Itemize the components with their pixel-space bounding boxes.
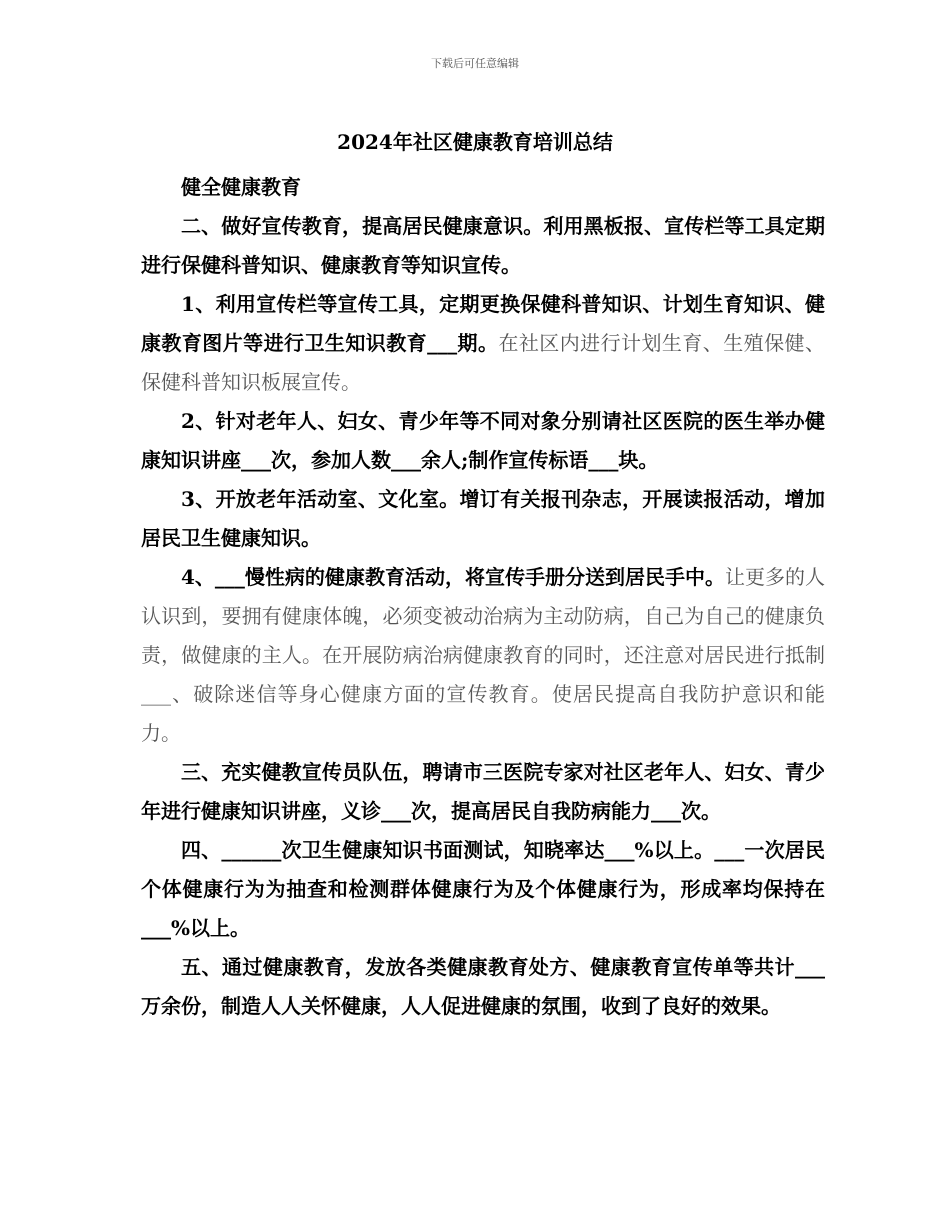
header-note: 下载后可任意编辑	[431, 57, 519, 70]
paragraph-6-bold: 4、___慢性病的健康教育活动，将宣传手册分送到居民手中。	[181, 565, 725, 589]
paragraph-7-bold: 三、充实健教宣传员队伍，聘请市三医院专家对社区老年人、妇女、青少年进行健康知识讲座，义诊___次，提高居民自我防病能力___次。	[141, 760, 825, 823]
document-body	[141, 168, 825, 1026]
paragraph-6-light: 让更多的人认识到，要拥有健康体魄，必须变被动治病为主动防病，自己为自己的健康负责，做健康的主人。在开展防病治病健康教育的同时，还注意对居民进行抵制___、破除迷信等身心健康方面的宣传教育。使居民提高自我防护意识和能力。	[141, 565, 825, 745]
paragraph-3	[141, 285, 825, 402]
paragraph-2	[141, 207, 825, 285]
paragraph-8-bold: 四、______次卫生健康知识书面测试，知晓率达___%以上。___一次居民个体健康行为为抽查和检测群体健康行为及个体健康行为，形成率均保持在___%以上。	[141, 838, 825, 940]
paragraph-1	[141, 168, 825, 207]
paragraph-9	[141, 948, 825, 1026]
paragraph-1-bold: 健全健康教育	[181, 175, 301, 199]
paragraph-7	[141, 753, 825, 831]
paragraph-6	[141, 558, 825, 753]
paragraph-3-bold: 1、利用宣传栏等宣传工具，定期更换保健科普知识、计划生育知识、健康教育图片等进行卫生知识教育___期。	[141, 292, 825, 355]
paragraph-5	[141, 480, 825, 558]
paragraph-3-light: 在社区内进行计划生育、生殖保健、保健科普知识板展宣传。	[141, 331, 825, 394]
paragraph-5-bold: 3、开放老年活动室、文化室。增订有关报刊杂志，开展读报活动，增加居民卫生健康知识。	[141, 487, 825, 550]
document-title: 2024年社区健康教育培训总结	[337, 130, 613, 154]
paragraph-2-bold: 二、做好宣传教育，提高居民健康意识。利用黑板报、宣传栏等工具定期进行保健科普知识、健康教育等知识宣传。	[141, 214, 825, 277]
paragraph-4-bold: 2、针对老年人、妇女、青少年等不同对象分别请社区医院的医生举办健康知识讲座___次，参加人数___余人;制作宣传标语___块。	[141, 409, 825, 472]
paragraph-8	[141, 831, 825, 948]
paragraph-4	[141, 402, 825, 480]
paragraph-9-bold: 五、通过健康教育，发放各类健康教育处方、健康教育宣传单等共计___万余份，制造人人关怀健康，人人促进健康的氛围，收到了良好的效果。	[141, 955, 825, 1018]
